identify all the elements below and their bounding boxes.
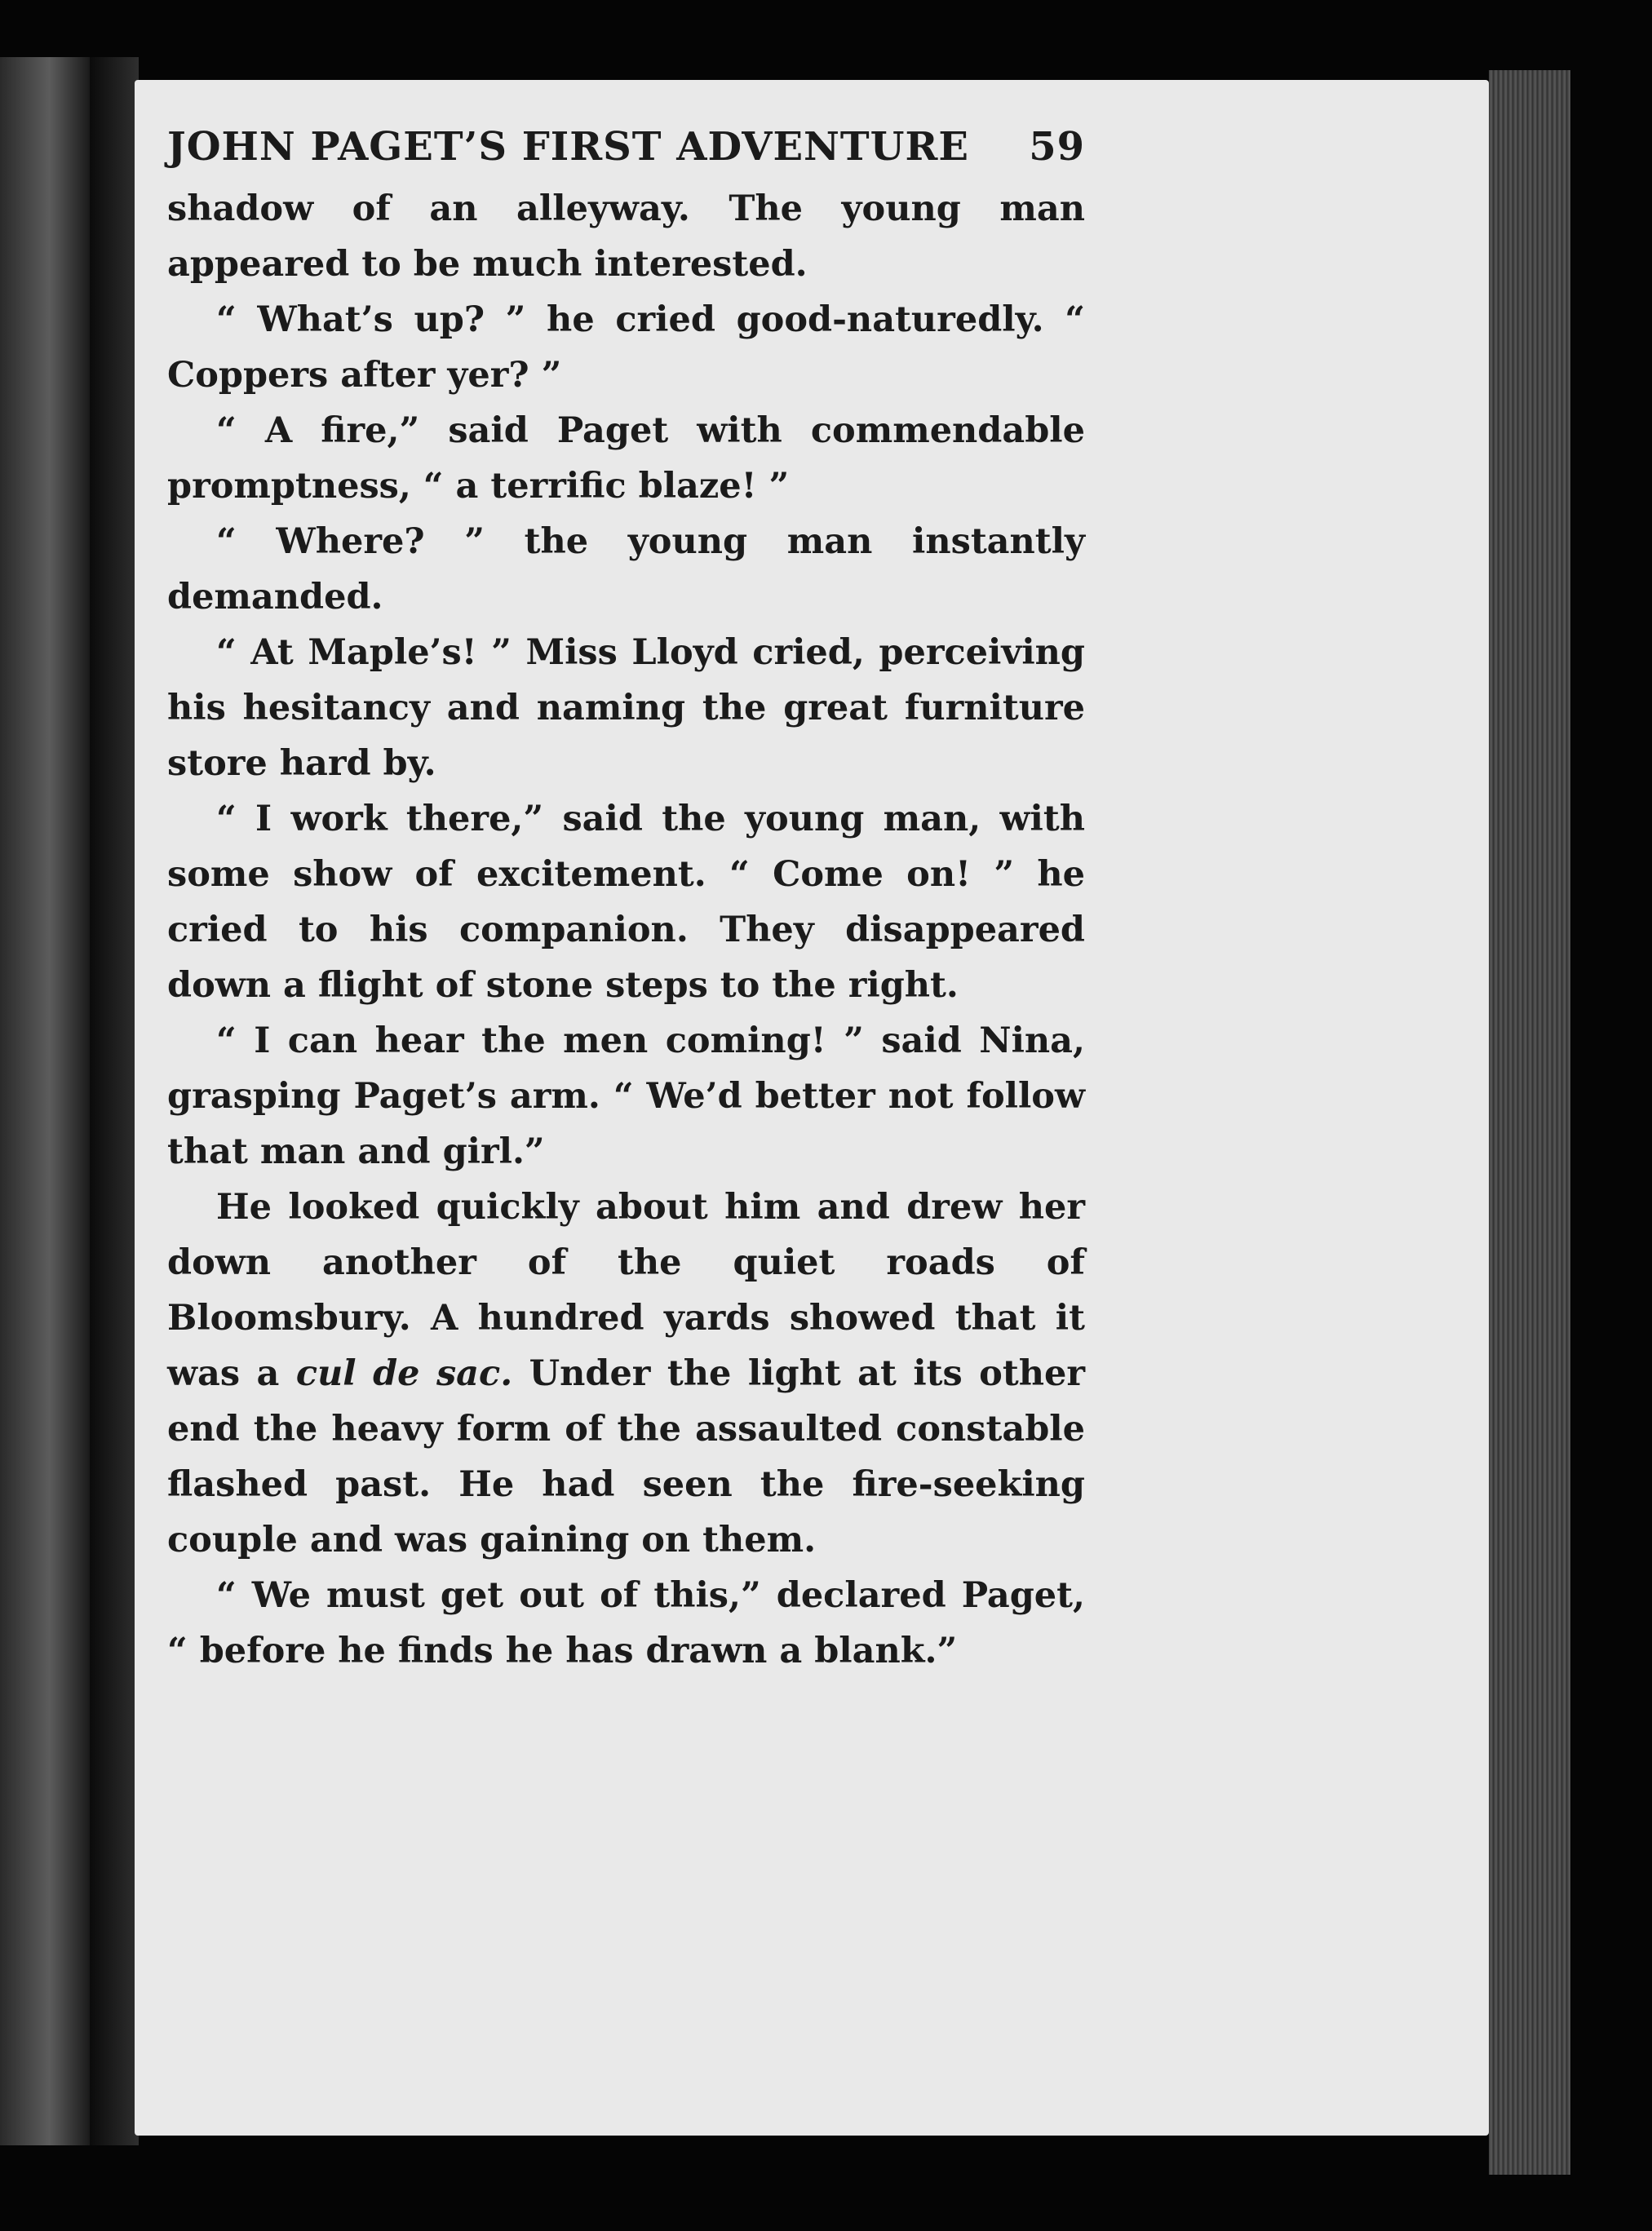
paragraph: “ I work there,” said the young man, with some show of excitement. “ Come on! ” he cried to his companion. They disappeared down a flight of stone steps to the right.	[167, 799, 1085, 1006]
paragraph: “ We must get out of this,” declared Paget, “ before he finds he has drawn a blank.”	[167, 1575, 1085, 1671]
paragraph-text: Under the light at its other end the heavy form of the assaulted constable flashed past. He had seen the fire-seeking couple and was gaining on them.	[167, 1353, 1085, 1560]
page-content	[167, 124, 1085, 1679]
italic-phrase: cul de sac.	[295, 1353, 513, 1394]
running-head-title: JOHN PAGET’S FIRST ADVENTURE	[167, 124, 969, 170]
paragraph: shadow of an alleyway. The young man appeared to be much interested.	[167, 188, 1085, 285]
paragraph: “ I can hear the men coming! ” said Nina, grasping Paget’s arm. “ We’d better not follow that man and girl.”	[167, 1020, 1085, 1172]
paragraph: “ At Maple’s! ” Miss Lloyd cried, perceiving his hesitancy and naming the great furniture store hard by.	[167, 632, 1085, 784]
page-stack-edge	[1489, 70, 1570, 2175]
paragraph: “ Where? ” the young man instantly demanded.	[167, 521, 1085, 618]
paragraph: “ What’s up? ” he cried good-naturedly. “ Coppers after yer? ”	[167, 299, 1085, 396]
paragraph-text: He looked quickly about him and drew her down another of the quiet roads of Bloomsbury. A hundred yards showed that it was a	[167, 1187, 1085, 1394]
binding-shadow	[90, 57, 139, 2145]
paragraph: “ A fire,” said Paget with commendable promptness, “ a terrific blaze! ”	[167, 410, 1085, 507]
left-page-edge	[0, 57, 90, 2145]
running-head	[167, 124, 1085, 170]
paragraph	[167, 1180, 1085, 1568]
page-number: 59	[1029, 124, 1085, 170]
